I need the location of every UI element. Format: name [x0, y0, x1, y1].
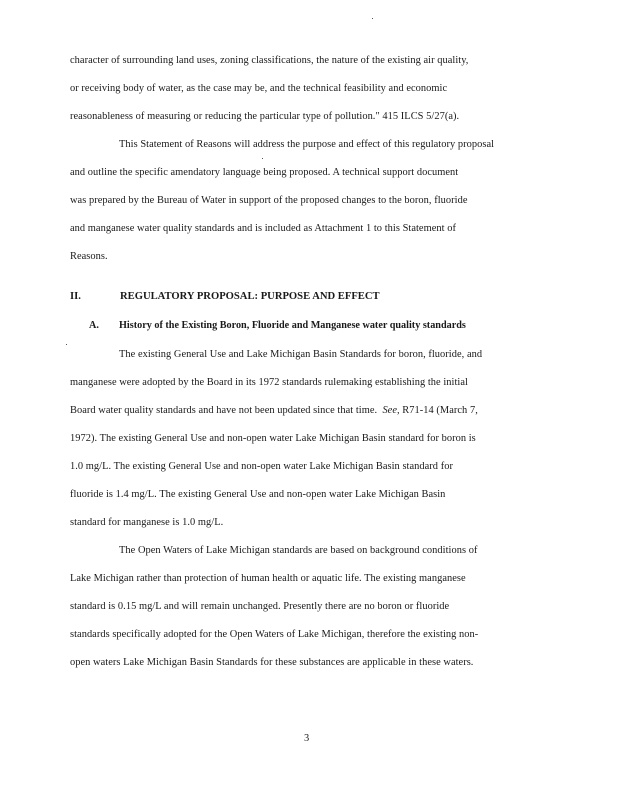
- paragraph-3-line-2: manganese were adopted by the Board in its 1972 standards rulemaking establishing the initial: [70, 377, 468, 388]
- section-heading: [70, 291, 380, 302]
- paragraph-4-line-3: standard is 0.15 mg/L and will remain unchanged. Presently there are no boron or fluoride: [70, 601, 450, 612]
- page-number: 3: [304, 733, 310, 744]
- paragraph-2-line-1: This Statement of Reasons will address the purpose and effect of this regulatory proposal: [119, 139, 495, 150]
- section-title: REGULATORY PROPOSAL: PURPOSE AND EFFECT: [120, 291, 380, 302]
- subsection-title: History of the Existing Boron, Fluoride and Manganese water quality standards: [119, 320, 466, 331]
- section-number: II.: [70, 291, 81, 302]
- paragraph-4-line-4: standards specifically adopted for the Open Waters of Lake Michigan, therefore the existing non-: [70, 629, 479, 640]
- paragraph-3-line-1: The existing General Use and Lake Michigan Basin Standards for boron, fluoride, and: [119, 349, 483, 360]
- subsection-letter: A.: [89, 320, 99, 331]
- paragraph-2-line-5: Reasons.: [70, 251, 108, 262]
- paragraph-4-line-2: Lake Michigan rather than protection of human health or aquatic life. The existing manganese: [70, 573, 466, 584]
- citation-see: See,: [382, 405, 400, 416]
- citation-rest: R71-14 (March 7,: [399, 405, 478, 416]
- paragraph-1-line-3: reasonableness of measuring or reducing the particular type of pollution." 415 ILCS 5/27(a).: [70, 111, 460, 122]
- scan-speck: [372, 18, 373, 19]
- paragraph-2-line-2: and outline the specific amendatory language being proposed. A technical support document: [70, 167, 459, 178]
- scan-speck: [262, 158, 263, 159]
- paragraph-4-line-5: open waters Lake Michigan Basin Standards for these substances are applicable in these waters.: [70, 657, 474, 668]
- paragraph-2-line-3: was prepared by the Bureau of Water in support of the proposed changes to the boron, fluoride: [70, 195, 468, 206]
- paragraph-1-line-2: or receiving body of water, as the case may be, and the technical feasibility and economic: [70, 83, 448, 94]
- paragraph-3-line-7: standard for manganese is 1.0 mg/L.: [70, 517, 224, 528]
- paragraph-4-line-1: The Open Waters of Lake Michigan standards are based on background conditions of: [119, 545, 478, 556]
- paragraph-3-line-6: fluoride is 1.4 mg/L. The existing General Use and non-open water Lake Michigan Basin: [70, 489, 446, 500]
- subsection-heading: [89, 320, 466, 331]
- paragraph-2-line-4: and manganese water quality standards and is included as Attachment 1 to this Statement of: [70, 223, 456, 234]
- paragraph-3-line-3-text: Board water quality standards and have not been updated since that time.: [70, 405, 378, 416]
- paragraph-3-line-4: 1972). The existing General Use and non-open water Lake Michigan Basin standard for boron is: [70, 433, 476, 444]
- paragraph-3-line-5: 1.0 mg/L. The existing General Use and non-open water Lake Michigan Basin standard for: [70, 461, 453, 472]
- paragraph-1-line-1: character of surrounding land uses, zoning classifications, the nature of the existing air quality,: [70, 55, 469, 66]
- scan-speck: [66, 344, 67, 345]
- paragraph-3-line-3: [70, 404, 545, 417]
